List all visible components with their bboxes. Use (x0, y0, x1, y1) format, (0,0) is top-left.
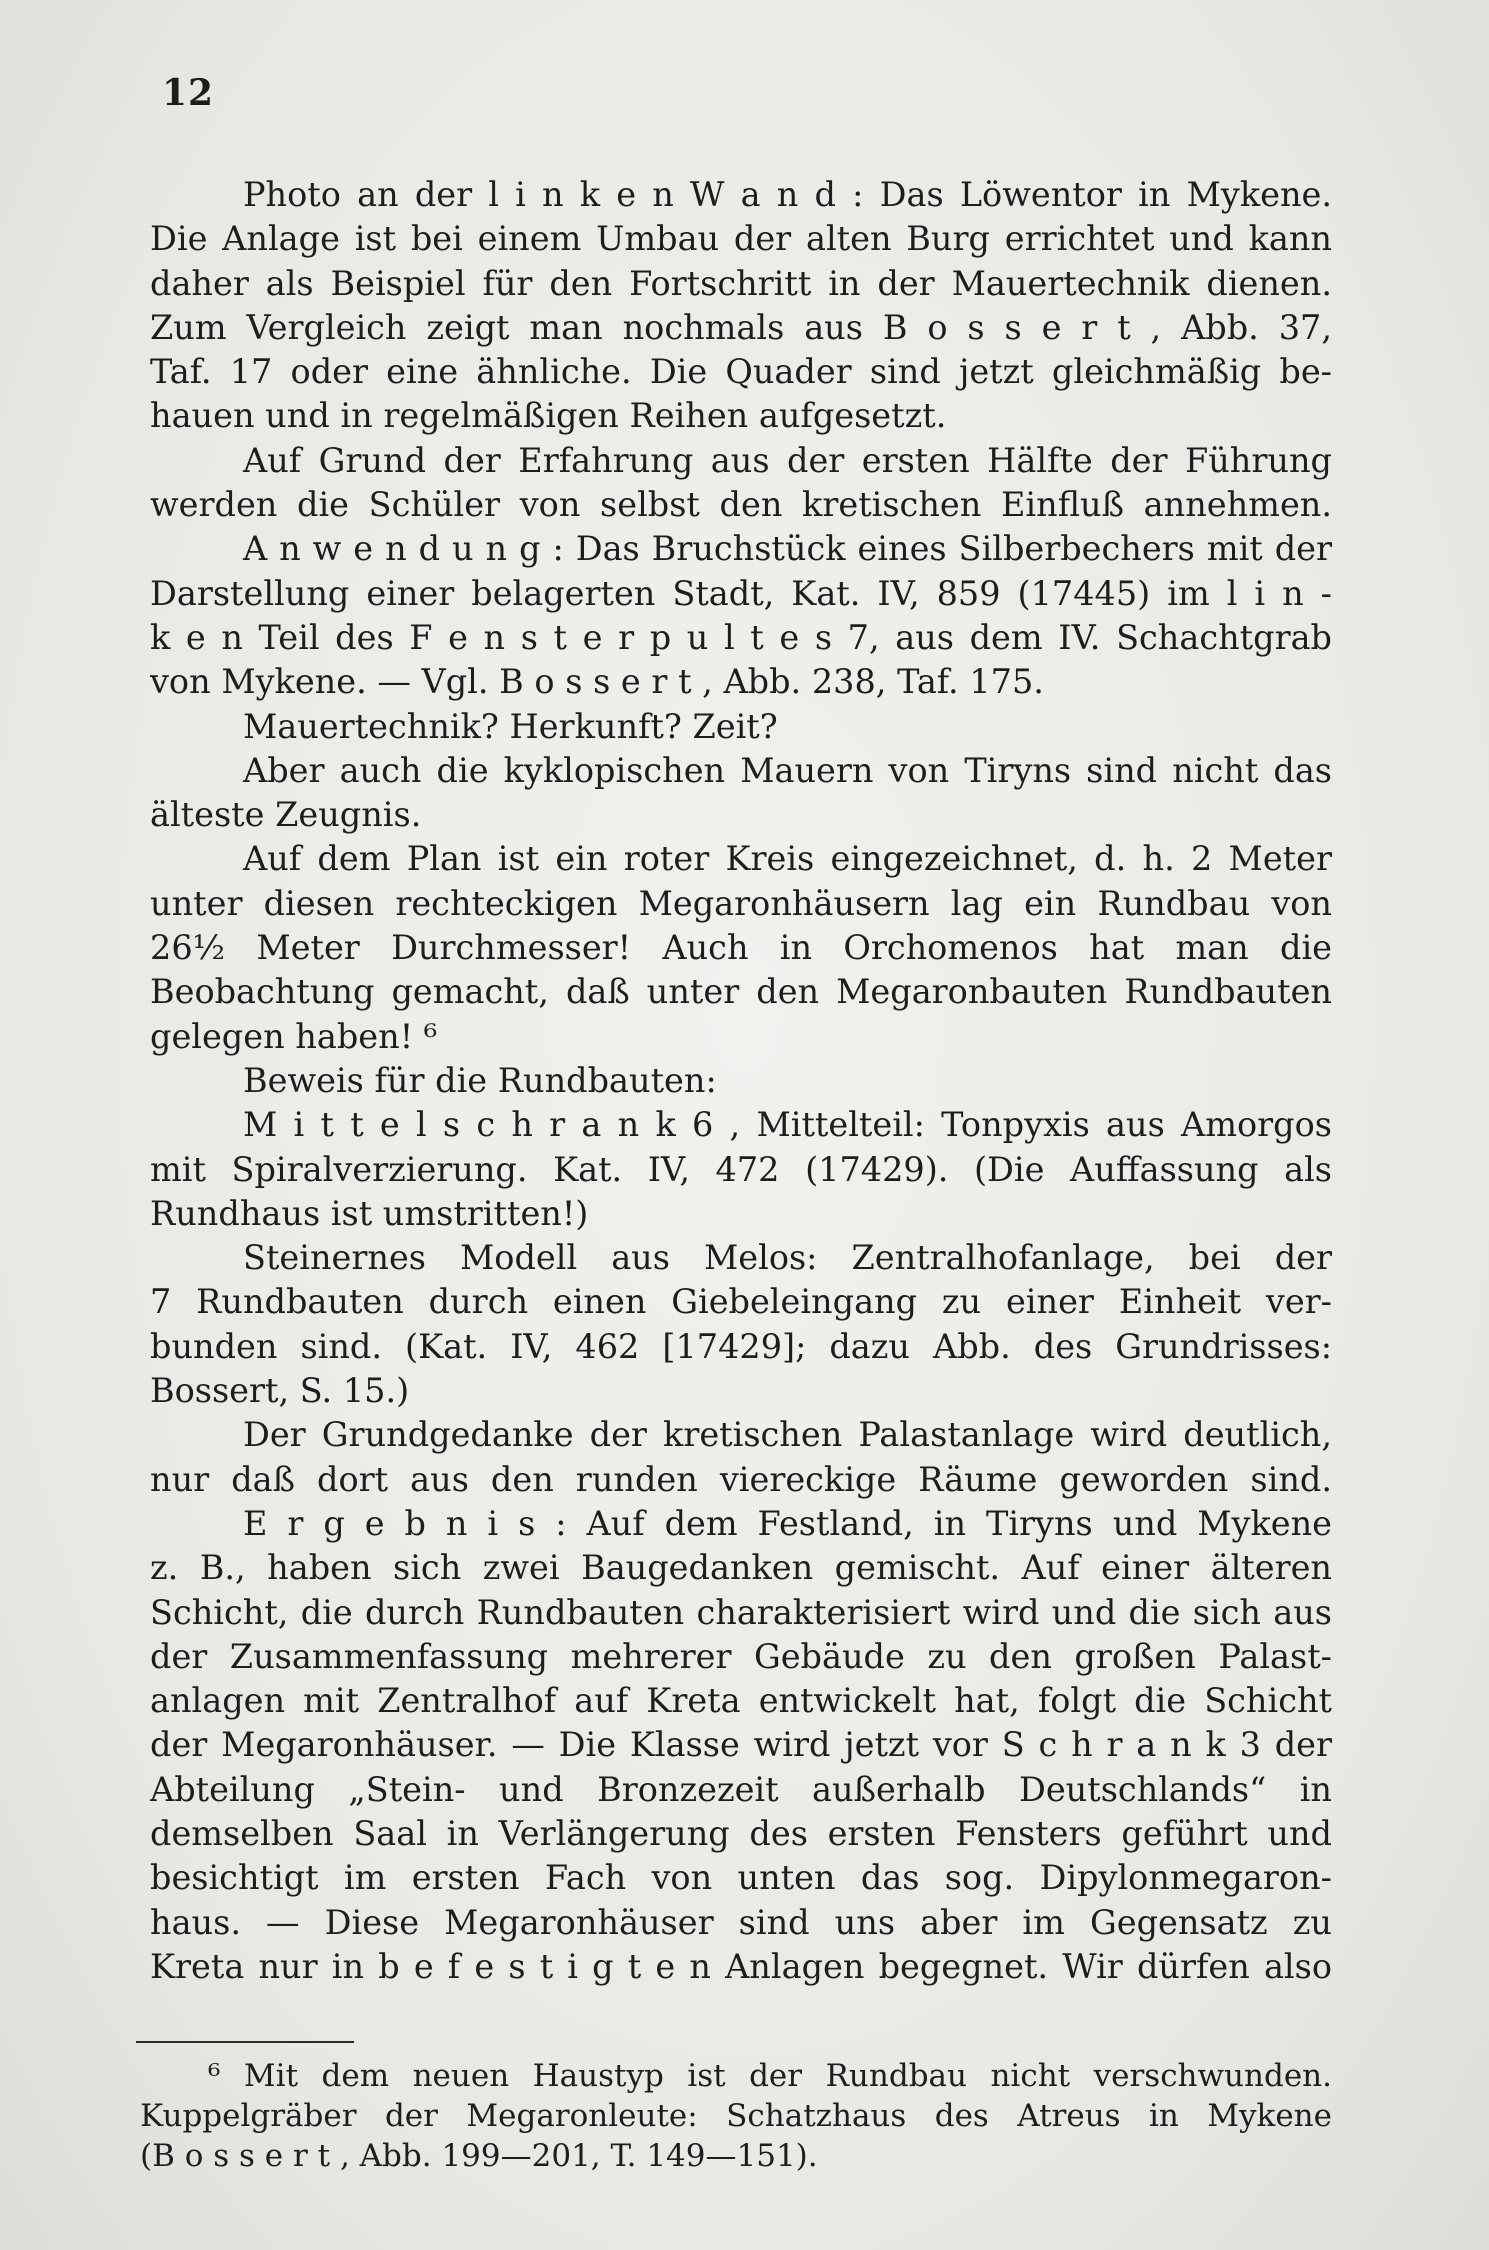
text-line: Bossert, S. 15.) (150, 1371, 410, 1411)
text-line: gelegen haben! ⁶ (150, 1016, 438, 1056)
footnote-separator (136, 2041, 354, 2043)
text-line: Aber auch die kyklopischen Mauern von Tiryns sind nicht das (243, 750, 1332, 790)
text-line: älteste Zeugnis. (150, 795, 422, 835)
text-line: A n w e n d u n g : Das Bruchstück eines Silberbechers mit der (243, 529, 1332, 569)
text-line: E r g e b n i s : Auf dem Festland, in Tiryns und Mykene (243, 1503, 1332, 1543)
text-line: Darstellung einer belagerten Stadt, Kat. IV, 859 (17445) im l i n - (150, 573, 1332, 613)
text-line: Beweis für die Rundbauten: (243, 1060, 717, 1100)
footnotes (140, 2056, 1332, 2176)
text-line: k e n Teil des F e n s t e r p u l t e s 7, aus dem IV. Schachtgrab (150, 617, 1332, 657)
body-text (150, 173, 1332, 1989)
text-line: Kreta nur in b e f e s t i g t e n Anlagen begegnet. Wir dürfen also (150, 1946, 1332, 1986)
text-line: anlagen mit Zentralhof auf Kreta entwickelt hat, folgt die Schicht (150, 1681, 1332, 1721)
text-line: unter diesen rechteckigen Megaronhäusern lag ein Rundbau von (150, 883, 1332, 923)
footnote-line: ⁶ Mit dem neuen Haustyp ist der Rundbau nicht verschwunden. (208, 2058, 1332, 2094)
text-line: Auf dem Plan ist ein roter Kreis eingezeichnet, d. h. 2 Meter (243, 839, 1332, 879)
text-line: Rundhaus ist umstritten!) (150, 1193, 589, 1233)
page-number: 12 (162, 72, 215, 114)
text-line: werden die Schüler von selbst den kretischen Einfluß annehmen. (150, 485, 1332, 525)
text-line: der Zusammenfassung mehrerer Gebäude zu den großen Palast- (150, 1636, 1332, 1676)
text-line: nur daß dort aus den runden viereckige Räume geworden sind. (150, 1459, 1332, 1499)
text-line: M i t t e l s c h r a n k 6 , Mittelteil: Tonpyxis aus Amorgos (243, 1105, 1332, 1145)
text-line: von Mykene. — Vgl. B o s s e r t , Abb. 238, Taf. 175. (150, 662, 1044, 702)
text-line: Mauertechnik? Herkunft? Zeit? (243, 706, 778, 746)
text-line: 7 Rundbauten durch einen Giebeleingang zu einer Einheit ver- (150, 1282, 1332, 1322)
text-line: z. B., haben sich zwei Baugedanken gemischt. Auf einer älteren (150, 1548, 1332, 1588)
text-line: mit Spiralverzierung. Kat. IV, 472 (17429). (Die Auffassung als (150, 1149, 1332, 1189)
text-line: Schicht, die durch Rundbauten charakterisiert wird und die sich aus (150, 1592, 1332, 1632)
text-line: haus. — Diese Megaronhäuser sind uns aber im Gegensatz zu (150, 1902, 1332, 1942)
footnote-line: (B o s s e r t , Abb. 199—201, T. 149—151). (140, 2138, 818, 2174)
text-line: Abteilung „Stein- und Bronzezeit außerhalb Deutschlands“ in (150, 1769, 1332, 1809)
text-line: Photo an der l i n k e n W a n d : Das Löwentor in Mykene. (243, 175, 1332, 214)
text-line: Beobachtung gemacht, daß unter den Megaronbauten Rundbauten (150, 972, 1332, 1012)
text-line: hauen und in regelmäßigen Reihen aufgesetzt. (150, 396, 947, 436)
text-line: Taf. 17 oder eine ähnliche. Die Quader sind jetzt gleichmäßig be- (150, 352, 1332, 392)
text-line: bunden sind. (Kat. IV, 462 [17429]; dazu Abb. des Grundrisses: (150, 1326, 1332, 1366)
text-line: Auf Grund der Erfahrung aus der ersten Hälfte der Führung (243, 440, 1332, 480)
text-line: Zum Vergleich zeigt man nochmals aus B o s s e r t , Abb. 37, (150, 307, 1332, 347)
text-line: Der Grundgedanke der kretischen Palastanlage wird deutlich, (243, 1415, 1332, 1455)
text-line: Die Anlage ist bei einem Umbau der alten Burg errichtet und kann (150, 219, 1332, 259)
text-line: daher als Beispiel für den Fortschritt in der Mauertechnik dienen. (150, 263, 1332, 303)
text-line: besichtigt im ersten Fach von unten das sog. Dipylonmegaron- (150, 1858, 1332, 1898)
text-line: 26½ Meter Durchmesser! Auch in Orchomenos hat man die (150, 928, 1332, 968)
text-line: der Megaronhäuser. — Die Klasse wird jetzt vor S c h r a n k 3 der (150, 1725, 1332, 1765)
text-line: Steinernes Modell aus Melos: Zentralhofanlage, bei der (243, 1238, 1332, 1278)
text-line: demselben Saal in Verlängerung des ersten Fensters geführt und (150, 1813, 1332, 1853)
footnote-line: Kuppelgräber der Megaronleute: Schatzhaus des Atreus in Mykene (140, 2098, 1332, 2134)
